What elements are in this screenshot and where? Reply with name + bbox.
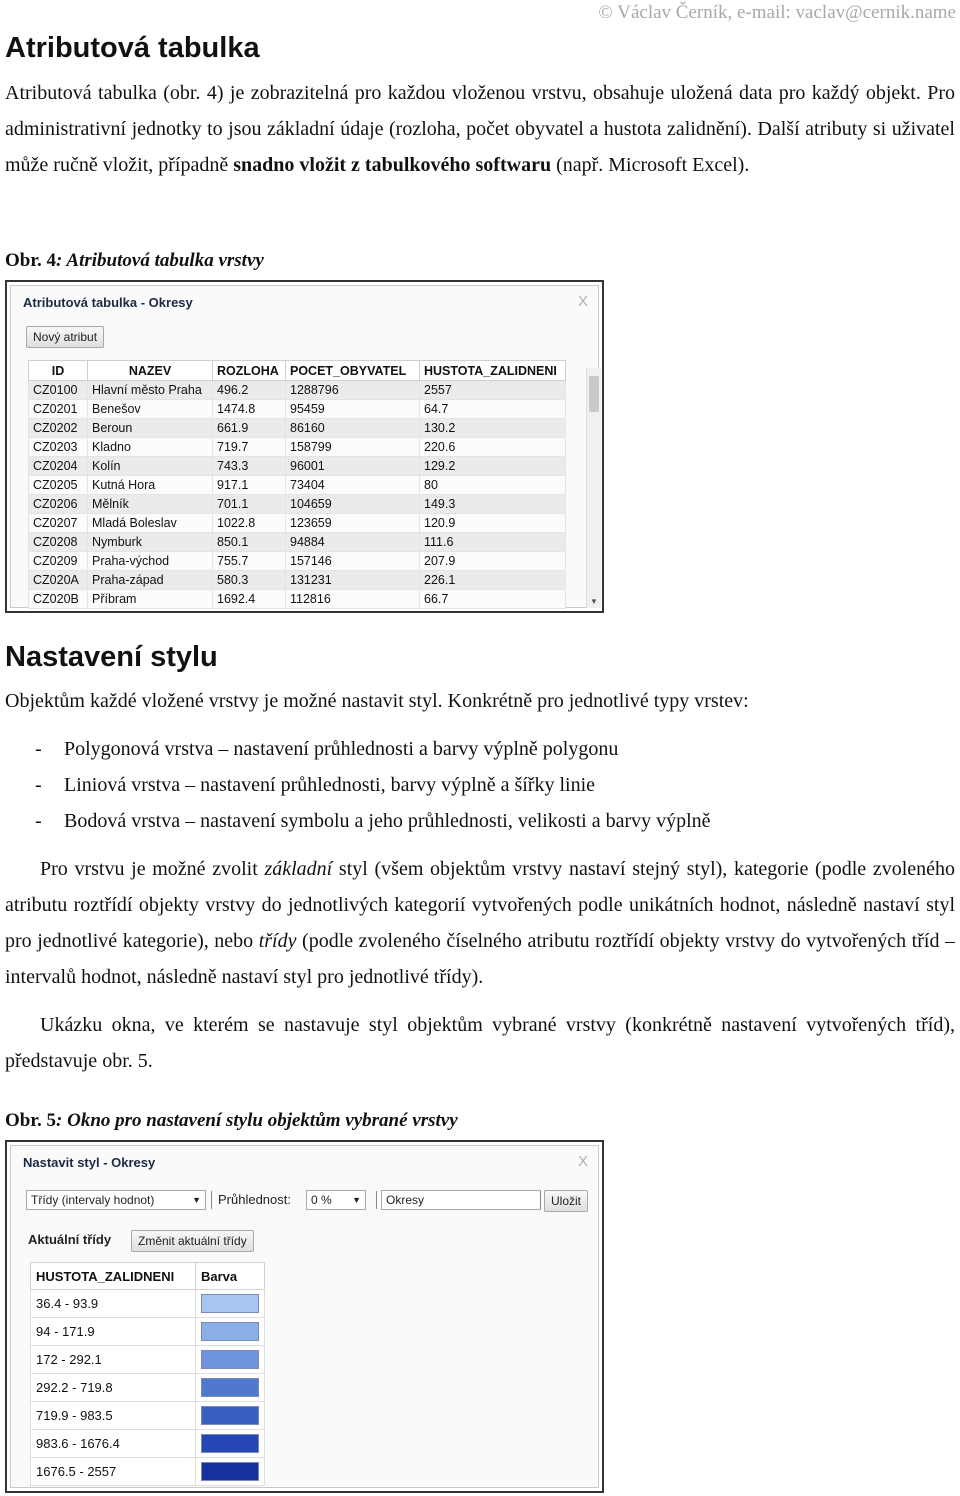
cell-id: CZ0203	[29, 438, 88, 457]
section-title-attribute-table: Atributová tabulka	[5, 32, 260, 64]
vertical-scrollbar[interactable]	[586, 368, 601, 608]
cell-id: CZ020A	[29, 571, 88, 590]
caption-text: : Okno pro nastavení stylu objektům vybrané vrstvy	[56, 1110, 458, 1131]
cell-hustota-zalidneni: 120.9	[420, 514, 566, 533]
table-row[interactable]	[29, 533, 566, 552]
color-swatch[interactable]	[201, 1462, 259, 1481]
list-item-text: Liniová vrstva – nastavení průhlednosti, barvy výplně a šířky linie	[64, 774, 595, 796]
class-range: 1676.5 - 2557	[31, 1458, 196, 1486]
layer-type-list	[5, 731, 955, 839]
table-row[interactable]	[29, 476, 566, 495]
class-color-cell	[196, 1318, 265, 1346]
classes-table	[30, 1262, 265, 1486]
class-range: 719.9 - 983.5	[31, 1402, 196, 1430]
dropdown-arrow-icon: ▼	[352, 1195, 361, 1205]
table-row[interactable]	[29, 381, 566, 400]
classes-header-row	[31, 1263, 265, 1290]
cell-id: CZ0205	[29, 476, 88, 495]
caption-label: Obr. 5	[5, 1110, 57, 1131]
paragraph-style-intro: Objektům každé vložené vrstvy je možné nastavit styl. Konkrétně pro jednotlivé typy vrstev:	[5, 690, 749, 712]
cell-nazev: Nymburk	[88, 533, 213, 552]
cell-id: CZ020B	[29, 590, 88, 609]
class-row[interactable]	[31, 1430, 265, 1458]
table-row[interactable]	[29, 457, 566, 476]
scrollbar-thumb[interactable]	[589, 376, 599, 412]
p2-italic-basic: základní	[264, 858, 333, 880]
cell-nazev: Praha-západ	[88, 571, 213, 590]
window-title: Atributová tabulka - Okresy	[23, 295, 193, 310]
cell-nazev: Příbram	[88, 590, 213, 609]
cell-hustota-zalidneni: 207.9	[420, 552, 566, 571]
close-icon[interactable]: X	[577, 1153, 588, 1170]
cell-hustota-zalidneni: 64.7	[420, 400, 566, 419]
cell-hustota-zalidneni: 2557	[420, 381, 566, 400]
cell-pocet-obyvatel: 157146	[286, 552, 420, 571]
class-range: 983.6 - 1676.4	[31, 1430, 196, 1458]
opacity-label: Průhlednost:	[218, 1192, 291, 1207]
cell-id: CZ0201	[29, 400, 88, 419]
cell-hustota-zalidneni: 129.2	[420, 457, 566, 476]
change-classes-button[interactable]: Změnit aktuální třídy	[131, 1230, 254, 1252]
cell-pocet-obyvatel: 96001	[286, 457, 420, 476]
close-icon[interactable]: X	[577, 293, 588, 310]
cell-rozloha: 917.1	[213, 476, 286, 495]
column-header-rozloha[interactable]: ROZLOHA	[213, 361, 286, 381]
cell-hustota-zalidneni: 130.2	[420, 419, 566, 438]
window-body	[10, 285, 599, 608]
class-color-cell	[196, 1374, 265, 1402]
cell-pocet-obyvatel: 112816	[286, 590, 420, 609]
color-swatch[interactable]	[201, 1434, 259, 1453]
p2-text-a: Pro vrstvu je možné zvolit	[40, 858, 265, 880]
opacity-select[interactable]	[306, 1190, 366, 1210]
cell-rozloha: 661.9	[213, 419, 286, 438]
opacity-value: 0 %	[311, 1193, 332, 1207]
new-attribute-button[interactable]: Nový atribut	[26, 326, 104, 348]
p2-text-d: (podle zvoleného atributu roztřídí objekty vrstvy do jednotlivých kategorií vytvořených podle unikátních hodnot, následně nastaví styl pro jednotlivé kategorie), nebo	[5, 858, 956, 952]
dash-bullet-icon: -	[35, 774, 42, 796]
list-item-text: Polygonová vrstva – nastavení průhlednosti a barvy výplně polygonu	[64, 738, 619, 760]
cell-id: CZ0206	[29, 495, 88, 514]
p2-text-categories: kategorie	[733, 858, 809, 880]
class-color-cell	[196, 1402, 265, 1430]
cell-hustota-zalidneni: 111.6	[420, 533, 566, 552]
class-color-cell	[196, 1430, 265, 1458]
cell-id: CZ0100	[29, 381, 88, 400]
table-row[interactable]	[29, 400, 566, 419]
class-row[interactable]	[31, 1458, 265, 1486]
dash-bullet-icon: -	[35, 738, 42, 760]
cell-rozloha: 743.3	[213, 457, 286, 476]
class-range: 292.2 - 719.8	[31, 1374, 196, 1402]
cell-pocet-obyvatel: 104659	[286, 495, 420, 514]
figure-caption-5	[5, 1110, 458, 1132]
table-row[interactable]	[29, 514, 566, 533]
cell-hustota-zalidneni: 220.6	[420, 438, 566, 457]
toolbar-separator	[211, 1191, 212, 1209]
cell-id: CZ0202	[29, 419, 88, 438]
p2-text-e: (podle zvoleného číselného atributu roztřídí objekty vrstvy do vytvořených tříd – intervalů hodnot, následně nastaví styl pro jednotlivé třídy).	[5, 930, 955, 988]
cell-hustota-zalidneni: 80	[420, 476, 566, 495]
cell-hustota-zalidneni: 66.7	[420, 590, 566, 609]
save-button[interactable]: Uložit	[544, 1190, 588, 1212]
list-item	[5, 731, 955, 767]
style-settings-window	[5, 1140, 604, 1493]
cell-rozloha: 701.1	[213, 495, 286, 514]
list-item-text: Bodová vrstva – nastavení symbolu a jeho průhlednosti, velikosti a barvy výplně	[64, 810, 711, 832]
color-swatch[interactable]	[201, 1322, 259, 1341]
column-header-color: Barva	[196, 1263, 265, 1290]
toolbar-separator	[540, 1191, 541, 1209]
cell-hustota-zalidneni: 226.1	[420, 571, 566, 590]
color-swatch[interactable]	[201, 1350, 259, 1369]
paragraph-style-options	[5, 851, 955, 995]
cell-nazev: Mladá Boleslav	[88, 514, 213, 533]
column-header-attribute: HUSTOTA_ZALIDNENI	[31, 1263, 196, 1290]
attribute-table	[28, 360, 566, 609]
current-classes-label: Aktuální třídy	[28, 1232, 112, 1247]
caption-text: : Atributová tabulka vrstvy	[56, 250, 264, 271]
class-row[interactable]	[31, 1318, 265, 1346]
class-color-cell	[196, 1346, 265, 1374]
class-range: 94 - 171.9	[31, 1318, 196, 1346]
table-row[interactable]	[29, 571, 566, 590]
window-title: Nastavit styl - Okresy	[23, 1155, 156, 1170]
color-swatch[interactable]	[201, 1406, 259, 1425]
attribute-table-body	[29, 381, 566, 609]
para-text-end: (např. Microsoft Excel).	[551, 154, 750, 176]
style-type-select[interactable]	[26, 1190, 206, 1210]
cell-pocet-obyvatel: 123659	[286, 514, 420, 533]
column-header-hustota-zalidneni[interactable]: HUSTOTA_ZALIDNENI	[420, 361, 566, 381]
paragraph-attribute-table	[5, 75, 955, 183]
p2-text-b: styl (všem objektům vrstvy nastaví stejný styl),	[332, 858, 734, 880]
dash-bullet-icon: -	[35, 810, 42, 832]
class-color-cell	[196, 1458, 265, 1486]
cell-nazev: Benešov	[88, 400, 213, 419]
cell-rozloha: 719.7	[213, 438, 286, 457]
toolbar-separator	[376, 1191, 377, 1209]
table-row[interactable]	[29, 590, 566, 609]
cell-rozloha: 1692.4	[213, 590, 286, 609]
cell-rozloha: 580.3	[213, 571, 286, 590]
cell-rozloha: 496.2	[213, 381, 286, 400]
class-range: 36.4 - 93.9	[31, 1290, 196, 1318]
scroll-down-arrow-icon[interactable]: ▼	[590, 597, 598, 606]
cell-pocet-obyvatel: 131231	[286, 571, 420, 590]
cell-pocet-obyvatel: 1288796	[286, 381, 420, 400]
color-swatch[interactable]	[201, 1294, 259, 1313]
header-copyright: © Václav Černík, e-mail: vaclav@cernik.name	[598, 2, 956, 23]
color-swatch[interactable]	[201, 1378, 259, 1397]
cell-rozloha: 755.7	[213, 552, 286, 571]
cell-hustota-zalidneni: 149.3	[420, 495, 566, 514]
cell-pocet-obyvatel: 73404	[286, 476, 420, 495]
table-row[interactable]	[29, 495, 566, 514]
classes-table-body	[31, 1290, 265, 1486]
window-body	[10, 1145, 599, 1488]
class-row[interactable]	[31, 1402, 265, 1430]
cell-nazev: Kladno	[88, 438, 213, 457]
cell-id: CZ0204	[29, 457, 88, 476]
cell-pocet-obyvatel: 94884	[286, 533, 420, 552]
cell-nazev: Kolín	[88, 457, 213, 476]
cell-rozloha: 1474.8	[213, 400, 286, 419]
table-row[interactable]	[29, 552, 566, 571]
paragraph-figure-reference: Ukázku okna, ve kterém se nastavuje styl objektům vybrané vrstvy (konkrétně nastavení vytvořených tříd), představuje obr. 5.	[5, 1014, 955, 1072]
class-color-cell	[196, 1290, 265, 1318]
layer-name-input[interactable]: Okresy	[381, 1190, 541, 1210]
figure-caption-4	[5, 250, 264, 272]
cell-nazev: Beroun	[88, 419, 213, 438]
column-header-id[interactable]: ID	[29, 361, 88, 381]
para-text: Atributová tabulka (obr. 4) je zobrazitelná pro každou vloženou vrstvu, obsahuje uložená data pro každý objekt. Pro administrativní jednotky to jsou základní údaje (rozloha, počet obyvatel a hustota zalidnění). Další atributy si uživatel může ručně vložit, případně	[5, 82, 955, 176]
cell-rozloha: 850.1	[213, 533, 286, 552]
section-title-style-settings: Nastavení stylu	[5, 641, 218, 673]
class-row[interactable]	[31, 1374, 265, 1402]
cell-pocet-obyvatel: 95459	[286, 400, 420, 419]
cell-nazev: Kutná Hora	[88, 476, 213, 495]
column-header-pocet-obyvatel[interactable]: POCET_OBYVATEL	[286, 361, 420, 381]
table-row[interactable]	[29, 419, 566, 438]
cell-nazev: Praha-východ	[88, 552, 213, 571]
cell-id: CZ0208	[29, 533, 88, 552]
table-row[interactable]	[29, 438, 566, 457]
cell-nazev: Hlavní město Praha	[88, 381, 213, 400]
cell-id: CZ0209	[29, 552, 88, 571]
para-bold-text: snadno vložit z tabulkového softwaru	[233, 154, 552, 176]
class-row[interactable]	[31, 1346, 265, 1374]
p2-italic-classes: třídy	[258, 930, 297, 952]
style-type-value: Třídy (intervaly hodnot)	[31, 1193, 155, 1207]
class-row[interactable]	[31, 1290, 265, 1318]
dropdown-arrow-icon: ▼	[192, 1195, 201, 1205]
list-item	[5, 803, 955, 839]
cell-rozloha: 1022.8	[213, 514, 286, 533]
cell-pocet-obyvatel: 86160	[286, 419, 420, 438]
column-header-nazev[interactable]: NAZEV	[88, 361, 213, 381]
class-range: 172 - 292.1	[31, 1346, 196, 1374]
cell-id: CZ0207	[29, 514, 88, 533]
attribute-table-window	[5, 280, 604, 613]
table-header-row	[29, 361, 566, 381]
list-item	[5, 767, 955, 803]
cell-pocet-obyvatel: 158799	[286, 438, 420, 457]
cell-nazev: Mělník	[88, 495, 213, 514]
caption-label: Obr. 4	[5, 250, 57, 271]
